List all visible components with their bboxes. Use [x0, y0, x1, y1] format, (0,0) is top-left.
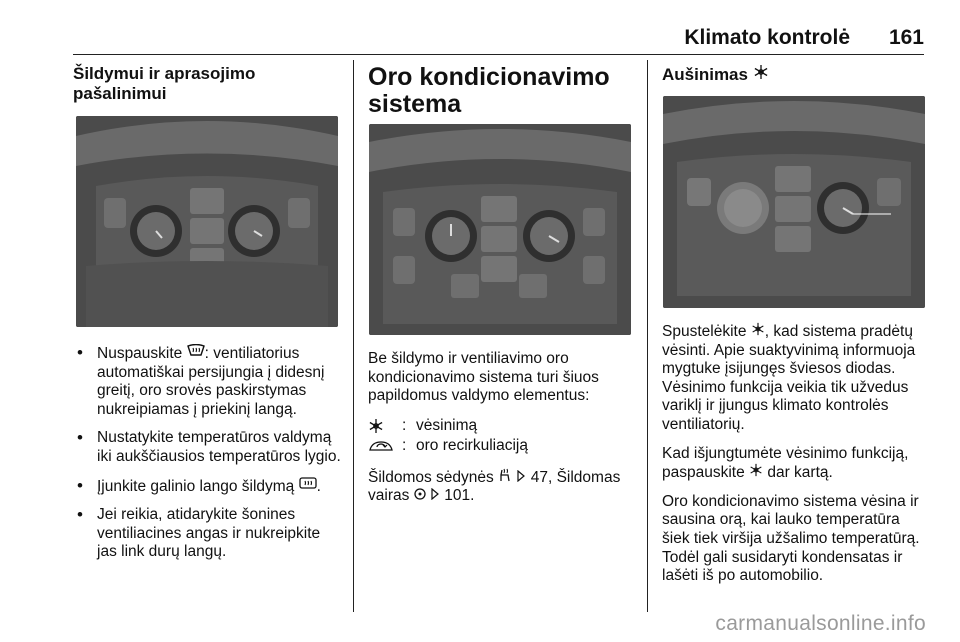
page-ref-arrow-icon [516, 469, 526, 488]
snowflake-icon [753, 64, 769, 85]
bullet-text: Nuspauskite [97, 345, 187, 362]
column-cooling-text [662, 322, 926, 596]
cooling-paragraph-3: Oro kondicionavimo sistema vėsina ir sausina orą, kai lauko temperatūra šiek tiek viršija užšalimo temperatūrą. Todėl gali susidaryti kondensatas ir lašėti iš po automobilio. [662, 492, 920, 585]
section-heading-cooling [662, 64, 926, 85]
reference-text: , Šildomas vairas [368, 468, 621, 505]
paragraph-text: , kad sistema pradėtų vėsinti. Apie suaktyvinimą informuoja mygtuke įsijungęs šviesos diodas. Vėsinimo funkcija veikia tik užvedus variklį ir įjungus klimato kontrolės ventiliatorių. [662, 323, 916, 433]
column-heating-defog [73, 64, 341, 104]
column-ac-text [368, 350, 634, 516]
header-divider [73, 54, 924, 55]
page-number: 161 [888, 26, 924, 49]
section-heading-text: Aušinimas [662, 65, 748, 84]
bullet-text: . [316, 477, 321, 495]
heated-steering-wheel-icon [414, 487, 426, 506]
cooling-paragraph-2 [662, 445, 926, 483]
paragraph-text: dar kartą. [763, 464, 833, 482]
list-item [73, 506, 341, 562]
recirculation-icon [368, 436, 402, 456]
windscreen-defrost-icon [187, 344, 205, 364]
bullet-text: Jei reikia, atidarykite šonines ventiliacines angas ir nukreipkite jas link durų langų. [97, 506, 321, 561]
column-heating-bullets [73, 344, 341, 572]
list-item [73, 344, 341, 419]
snowflake-icon [751, 322, 765, 342]
control-definitions [368, 416, 634, 456]
list-item [73, 429, 341, 466]
rear-window-heating-icon [299, 477, 317, 497]
column-divider-2 [647, 60, 648, 612]
reference-text: Šildomos sėdynės [368, 468, 499, 486]
definition-row: : vėsinimą [368, 416, 634, 436]
snowflake-icon [368, 416, 402, 436]
snowflake-icon [749, 463, 763, 483]
climate-panel-image-2 [369, 124, 631, 335]
definition-term: vėsinimą [416, 416, 478, 434]
definition-term: oro recirkuliaciją [416, 436, 528, 454]
climate-panel-image-3 [663, 96, 925, 308]
page-header-title: Klimato kontrolė [684, 26, 850, 49]
column-cooling [662, 64, 926, 85]
bullet-text: Įjunkite galinio lango šildymą [97, 477, 299, 495]
section-heading-heating: Šildymui ir aprasojimo pašalinimui [73, 64, 256, 103]
climate-panel-image-1 [76, 116, 338, 327]
paragraph-text: Kad išjungtumėte vėsinimo funkciją, paspauskite [662, 444, 909, 482]
bullet-text: : ventiliatorius automatiškai persijungia į didesnį greitį, oro srovės paskirstymas nukreipiamas į priekinį langą. [97, 345, 325, 418]
section-heading-ac: Oro kondicionavimo sistema [368, 63, 610, 118]
cooling-paragraph-1 [662, 322, 926, 435]
watermark: carmanualsonline.info [715, 612, 926, 635]
column-air-conditioning [368, 64, 634, 118]
paragraph-text: Spustelėkite [662, 323, 751, 340]
definition-row: : oro recirkuliaciją [368, 436, 634, 456]
heated-seat-icon [498, 468, 512, 488]
page-ref-arrow-icon [430, 487, 440, 506]
list-item [73, 477, 341, 497]
page-reference[interactable]: 101. [444, 487, 475, 505]
bullet-text: Nustatykite temperatūros valdymą iki aukščiausios temperatūros lygio. [97, 429, 341, 465]
intro-paragraph: Be šildymo ir ventiliavimo oro kondicionavimo sistema turi šiuos papildomus valdymo elementus: [368, 350, 599, 405]
page-reference[interactable]: 47 [530, 468, 548, 486]
reference-paragraph [368, 468, 634, 506]
column-divider-1 [353, 60, 354, 612]
